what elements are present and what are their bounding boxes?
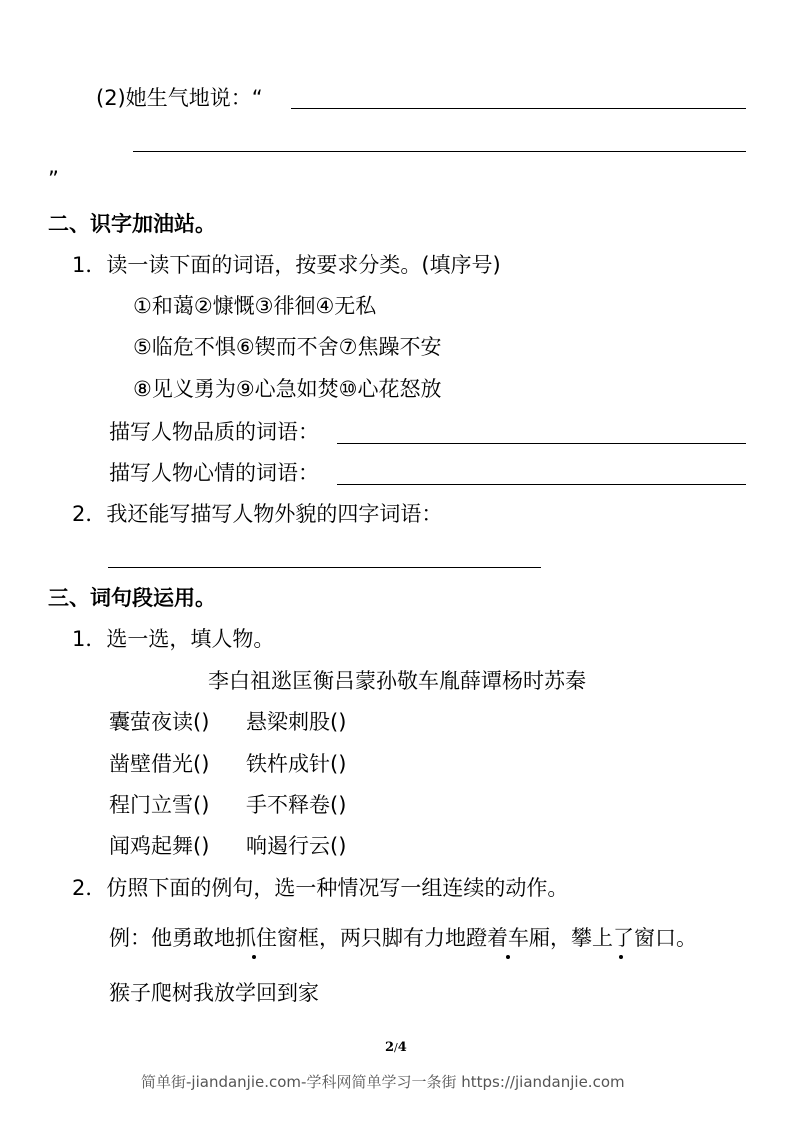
emphasis-dot	[252, 955, 256, 959]
section-3-title: 三、词句段运用。	[48, 586, 216, 610]
section-2-title: 二、识字加油站。	[48, 212, 216, 236]
word-list-row: ⑤临危不惧⑥锲而不舍⑦焦躁不安	[133, 335, 442, 359]
idiom-item: 悬梁刺股()	[246, 710, 347, 734]
situation-options: 猴子爬树我放学回到家	[109, 981, 319, 1005]
section-2-question-2: 2．我还能写描写人物外貌的四字词语：	[72, 502, 443, 526]
section-3-question-1: 1．选一选，填人物。	[72, 627, 275, 651]
page-total: 4	[397, 1040, 407, 1055]
word-list-row: ①和蔼②慷慨③徘徊④无私	[133, 294, 377, 318]
emphasis-dot	[619, 955, 623, 959]
mood-answer-line[interactable]	[337, 484, 746, 485]
idiom-item: 囊萤夜读()	[109, 710, 210, 734]
quality-answer-line[interactable]	[337, 443, 746, 444]
name-bank: 李白祖逖匡衡吕蒙孙敬车胤薛谭杨时苏秦	[208, 669, 586, 693]
idiom-item: 手不释卷()	[246, 793, 347, 817]
appearance-answer-line[interactable]	[108, 567, 541, 568]
answer-line[interactable]	[291, 108, 746, 109]
idiom-item: 程门立雪()	[109, 793, 210, 817]
page-number	[385, 1040, 407, 1055]
footer-watermark: 简单街-jiandanjie.com-学科网简单学习一条街 https://jiandanjie.com	[141, 1073, 625, 1091]
closing-quote: ”	[48, 167, 59, 191]
idiom-item: 闻鸡起舞()	[109, 834, 210, 858]
question-2-prompt: (2)她生气地说：“	[96, 86, 263, 110]
example-sentence: 例：他勇敢地抓住窗框，两只脚有力地蹬着车厢，攀上了窗口。	[109, 926, 697, 950]
quality-words-label: 描写人物品质的词语：	[109, 420, 319, 444]
page-separator: /	[394, 1041, 398, 1054]
page-current: 2	[385, 1040, 395, 1055]
idiom-item: 响遏行云()	[246, 834, 347, 858]
emphasis-dot	[506, 955, 510, 959]
word-list-row: ⑧见义勇为⑨心急如焚⑩心花怒放	[133, 377, 442, 401]
answer-line[interactable]	[133, 151, 746, 152]
section-2-question-1: 1．读一读下面的词语，按要求分类。(填序号)	[72, 253, 501, 277]
section-3-question-2: 2．仿照下面的例句，选一种情况写一组连续的动作。	[72, 876, 569, 900]
idiom-item: 铁杵成针()	[246, 752, 347, 776]
idiom-item: 凿壁借光()	[109, 752, 210, 776]
mood-words-label: 描写人物心情的词语：	[109, 461, 319, 485]
